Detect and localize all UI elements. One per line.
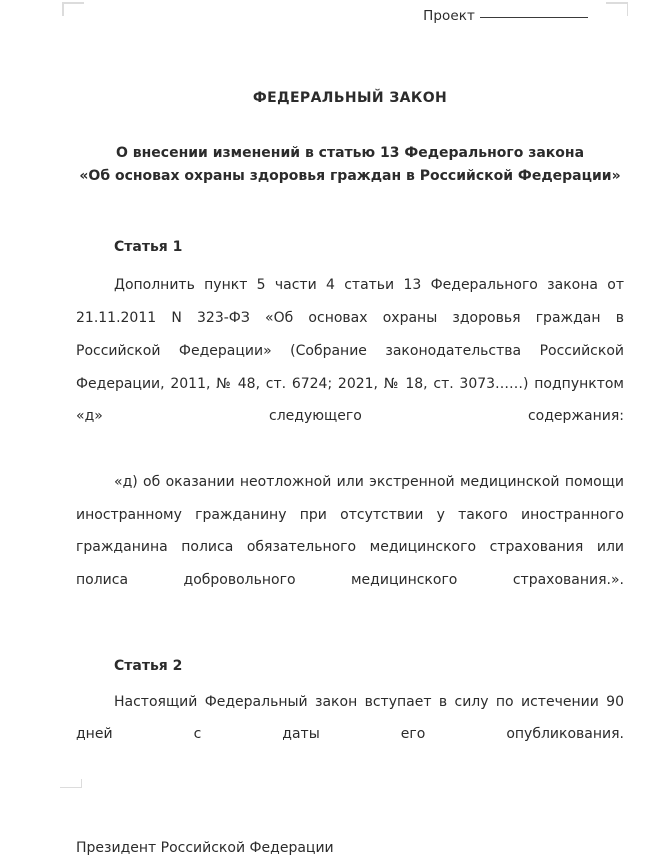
draft-marker xyxy=(76,8,624,24)
signature-line: Президент Российской Федерации xyxy=(76,839,334,856)
subtitle-line-2: «Об основах охраны здоровья граждан в Российской Федерации» xyxy=(79,167,621,184)
article-1-paragraph-1: Дополнить пункт 5 части 4 статьи 13 Федерального закона от 21.11.2011 N 323-ФЗ «Об основах охраны здоровья граждан в Российской Федерации» (Собрание законодательства Российской Федерации, 2011, № 48, ст. 6724; 2021, № 18, ст. 3073……) подпунктом «д» следующего содержания: xyxy=(76,277,624,425)
article-2-heading: Статья 2 xyxy=(114,657,183,674)
subtitle-line-1: О внесении изменений в статью 13 Федерального закона xyxy=(115,145,585,161)
article-2-paragraph-1: Настоящий Федеральный закон вступает в силу по истечении 90 дней с даты его опубликования. xyxy=(76,693,624,743)
draft-label: Проект xyxy=(423,8,475,24)
document-body xyxy=(76,0,624,856)
article-1-heading: Статья 1 xyxy=(114,239,183,256)
page-title: ФЕДЕРАЛЬНЫЙ ЗАКОН xyxy=(252,90,448,106)
document-subtitle xyxy=(76,142,624,187)
article-1-paragraph-2: «д) об оказании неотложной или экстренной медицинской помощи иностранному гражданину при отсутствии у такого иностранного гражданина полиса обязательного медицинского страхования или полиса добровольного медицинского страхования.». xyxy=(76,473,624,589)
draft-blank-rule xyxy=(480,17,588,18)
